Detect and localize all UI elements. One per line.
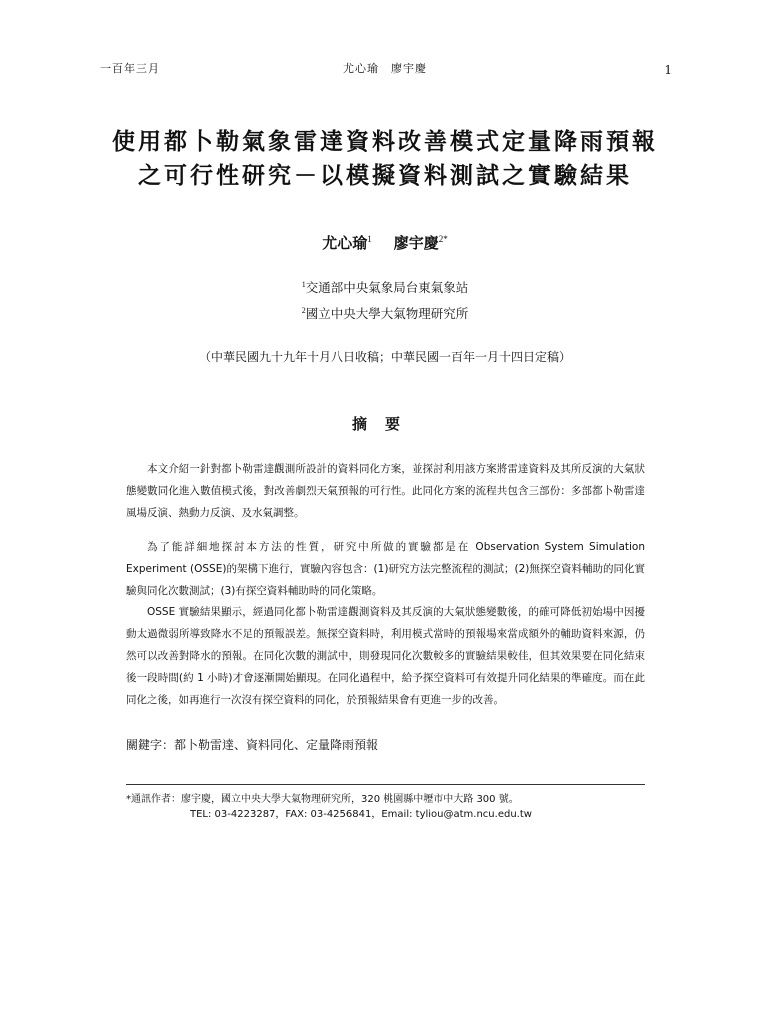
- received-accepted-dates: （中華民國九十九年十月八日收稿；中華民國一百年一月十四日定稿）: [198, 350, 571, 364]
- keywords: 關鍵字：都卜勒雷達、資料同化、定量降雨預報: [126, 738, 379, 752]
- affiliation-text: 交通部中央氣象局台東氣象站: [305, 280, 469, 295]
- abstract-paragraph-1: 本文介紹一針對都卜勒雷達觀測所設計的資料同化方案，並探討利用該方案將雷達資料及其所反演的大氣狀態變數同化進入數值模式後，對改善劇烈天氣預報的可行性。此同化方案的流程共包含三部份：多部都卜勒雷達風場反演、熱動力反演、及水氣調整。: [126, 463, 645, 519]
- footnote-divider: [126, 784, 645, 785]
- corresponding-author-footnote: *通訊作者：廖宇慶，國立中央大學大氣物理研究所，320 桃園縣中壢市中大路 300 號。: [126, 794, 519, 805]
- paper-title-line-2: 之可行性研究－以模擬資料測試之實驗結果: [138, 162, 632, 189]
- paper-title-line-1: 使用都卜勒氣象雷達資料改善模式定量降雨預報: [112, 128, 658, 155]
- abstract-paragraph-3: OSSE 實驗結果顯示，經過同化都卜勒雷達觀測資料及其反演的大氣狀態變數後，的確可降低初始場中因擾動太過微弱所導致降水不足的預報誤差。無探空資料時，利用模式當時的預報場來當成額外的輔助資料來源，仍然可以改善對降水的預報。在同化次數的測試中，則發現同化次數較多的實驗結果較佳，但其效果要在同化結束後一段時間(約 1 小時)才會逐漸開始顯現。在同化過程中，給予探空資料可有效提升同化結果的準確度。而在此同化之後，如再進行一次沒有探空資料的同化，於預報結果會有更進一步的改善。: [126, 606, 645, 706]
- affiliation-text: 國立中央大學大氣物理研究所: [305, 306, 469, 321]
- contact-footnote: TEL: 03-4223287，FAX: 03-4256841，Email: tyliou@atm.ncu.edu.tw: [190, 809, 532, 820]
- author-list: [0, 232, 770, 253]
- author-name: 尤心瑜: [322, 234, 368, 252]
- author-superscript: 2*: [438, 234, 448, 244]
- affiliation-superscript: 1: [301, 279, 306, 289]
- abstract-paragraph-2: 為了能詳細地探討本方法的性質，研究中所做的實驗都是在 Observation System Simulation Experiment (OSSE)的架構下進行，實驗內容包含：(1)研究方法完整流程的測試；(2)無探空資料輔助的同化實驗與同化次數測試；(3)有探空資料輔助時的同化策略。: [126, 541, 645, 597]
- running-header-authors: 尤心瑜 廖宇慶: [343, 62, 427, 75]
- author-name: 廖宇慶: [393, 234, 439, 252]
- page-number: 1: [664, 63, 672, 77]
- author-superscript: 1: [367, 234, 372, 244]
- running-header-date: 一百年三月: [100, 62, 160, 75]
- affiliation-1: [0, 278, 770, 296]
- abstract-heading: 摘要: [351, 415, 418, 433]
- affiliation-superscript: 2: [301, 305, 306, 315]
- affiliation-2: [0, 304, 770, 322]
